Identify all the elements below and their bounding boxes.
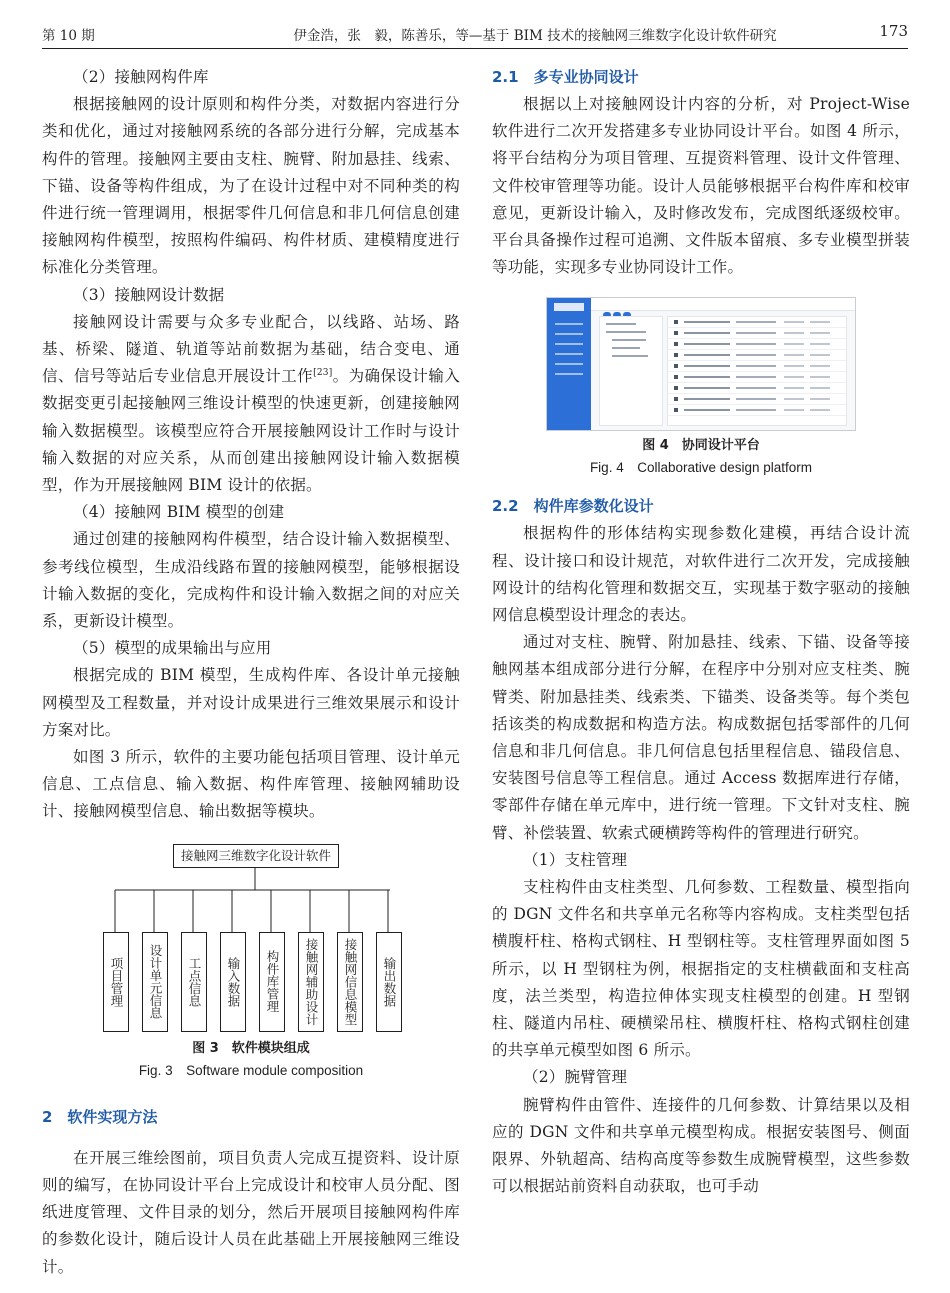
module-box: 接触网辅助设计 <box>298 932 324 1032</box>
page-header <box>42 20 908 46</box>
citation-ref[interactable]: [23] <box>313 368 333 379</box>
figure-4-caption-en: Fig. 4 Collaborative design platform <box>589 460 813 476</box>
figure-3-caption-cn: 图 3 软件模块组成 <box>192 1040 310 1056</box>
paragraph: 根据以上对接触网设计内容的分析，对 Project-Wise 软件进行二次开发搭建多专业协同设计平台。如图 4 所示，将平台结构分为项目管理、互提资料管理、设计文件管理、文件校审管理等功能。设计人员能够根据平台构件库和校审意见，更新设计输入，及时修改发布，完成图纸逐级校审。平台具备操作过程可追溯、文件版本留痕、多专业模型拼装等功能，实现多专业协同设计工作。 <box>492 95 910 277</box>
diagram-root-box: 接触网三维数字化设计软件 <box>173 844 339 868</box>
paragraph: 在开展三维绘图前，项目负责人完成互提资料、设计原则的编写，在协同设计平台上完成设计和校审人员分配、图纸进度管理、文件目录的划分，然后开展项目接触网构件库的参数化设计，随后设计人员在此基础上开展接触网三维设计。 <box>42 1148 460 1276</box>
item-title: （2）腕臂管理 <box>523 1068 628 1087</box>
platform-topbar <box>591 298 855 311</box>
figure-4-caption-cn: 图 4 协同设计平台 <box>642 438 760 454</box>
paragraph: 如图 3 所示，软件的主要功能包括项目管理、设计单元信息、工点信息、输入数据、构件库管理、接触网辅助设计、接触网模型信息、输出数据等模块。 <box>42 748 460 821</box>
section-heading: 2.2 构件库参数化设计 <box>492 497 654 516</box>
module-box: 构件库管理 <box>259 932 285 1032</box>
paragraph: 根据构件的形体结构实现参数化建模，再结合设计流程、设计接口和设计规范，对软件进行二次开发，完成接触网设计的结构化管理和数据交互，实现基于数字驱动的接触网信息模型设计理念的表达。 <box>492 524 910 625</box>
paragraph: 根据接触网的设计原则和构件分类，对数据内容进行分类和优化，通过对接触网系统的各部分进行分解，完成基本构件的管理。接触网主要由支柱、腕臂、附加悬挂、线索、下锚、设备等构件组成，为了在设计过程中对不同种类的构件进行统一管理调用，根据零件几何信息和非几何信息创建接触网构件模型，按照构件编码、构件材质、建模精度进行标准化分类管理。 <box>42 95 460 277</box>
module-box: 接触网信息模型 <box>337 932 363 1032</box>
issue-number: 第 10 期 <box>42 28 95 44</box>
paragraph <box>42 309 460 499</box>
paragraph-text: 。为确保设计输入数据变更引起接触网三维设计模型的快速更新，创建接触网输入数据模型。该模型应符合开展接触网设计工作时与设计输入数据的对应关系，从而创建出接触网设计输入数据模型，作为开展接触网 BIM 设计的依据。 <box>42 367 460 495</box>
section-heading: 2 软件实现方法 <box>42 1107 158 1126</box>
module-box: 工点信息 <box>181 932 207 1032</box>
paragraph: 通过创建的接触网构件模型，结合设计输入数据模型、参考线位模型，生成沿线路布置的接触网模型，能够根据设计输入数据的变化，完成构件和设计输入数据之间的对应关系，更新设计模型。 <box>42 530 460 631</box>
folder-tree <box>599 316 663 426</box>
item-title: （2）接触网构件库 <box>73 68 209 86</box>
module-box: 输入数据 <box>220 932 246 1032</box>
header-divider <box>42 48 908 49</box>
item-title: （4）接触网 BIM 模型的创建 <box>73 503 285 522</box>
module-box: 输出数据 <box>376 932 402 1032</box>
paragraph: 支柱构件由支柱类型、几何参数、工程数量、模型指向的 DGN 文件名和共享单元名称等内容构成。支柱类型包括横腹杆柱、格构式钢柱、H 型钢柱等。支柱管理界面如图 5 所示，以 H 型钢柱为例，根据指定的支柱横截面和支柱高度，法兰类型，构造拉伸体实现支柱模型的创建。H 型钢柱、隧道内吊柱、硬横梁吊柱、横腹杆柱、格构式钢柱创建的共享单元模型如图 6 所示。 <box>492 878 910 1060</box>
running-title: 伊金浩，张 毅，陈善乐，等—基于 BIM 技术的接触网三维数字化设计软件研究 <box>293 28 777 44</box>
figure-4-screenshot <box>546 297 856 431</box>
page-number: 173 <box>879 22 908 40</box>
paragraph-text: 接触网设计需要与众多专业配合，以线路、站场、路基、桥梁、隧道、轨道等站前数据为基础，结合变电、通信、信号等站后专业信息开展设计工作 <box>42 312 460 386</box>
right-column <box>492 64 910 1201</box>
figure-3-caption-en: Fig. 3 Software module composition <box>138 1062 364 1078</box>
left-column <box>42 64 460 1281</box>
module-box: 项目管理 <box>103 932 129 1032</box>
section-heading: 2.1 多专业协同设计 <box>492 68 639 86</box>
platform-logo <box>554 303 584 311</box>
paragraph: 通过对支柱、腕臂、附加悬挂、线索、下锚、设备等接触网基本组成部分进行分解，在程序中分别对应支柱类、腕臂类、附加悬挂类、线索类、下锚类、设备类等。每个类包括该类的构成数据和构造方法。构成数据包括零部件的几何信息和非几何信息。非几何信息包括里程信息、锚段信息、安装图号信息等工程信息。通过 Access 数据库进行存储，零部件存储在单元库中，进行统一管理。下文针对支柱、腕臂、补偿装置、软索式硬横跨等构件的管理进行研究。 <box>492 633 910 842</box>
item-title: （3）接触网设计数据 <box>73 285 225 304</box>
file-list <box>667 316 847 426</box>
item-title: （1）支柱管理 <box>523 850 628 869</box>
figure-3-diagram <box>42 840 460 1038</box>
platform-sidebar <box>547 298 591 430</box>
item-title: （5）模型的成果输出与应用 <box>73 639 272 658</box>
module-box: 设计单元信息 <box>142 932 168 1032</box>
paragraph: 根据完成的 BIM 模型，生成构件库、各设计单元接触网模型及工程数量，并对设计成果进行三维效果展示和设计方案对比。 <box>42 666 460 739</box>
paragraph: 腕臂构件由管件、连接件的几何参数、计算结果以及相应的 DGN 文件和共享单元模型构成。根据安装图号、侧面限界、外轨超高、结构高度等参数生成腕臂模型，这些参数可以根据站前资料自动获取，也可手动 <box>492 1095 910 1196</box>
